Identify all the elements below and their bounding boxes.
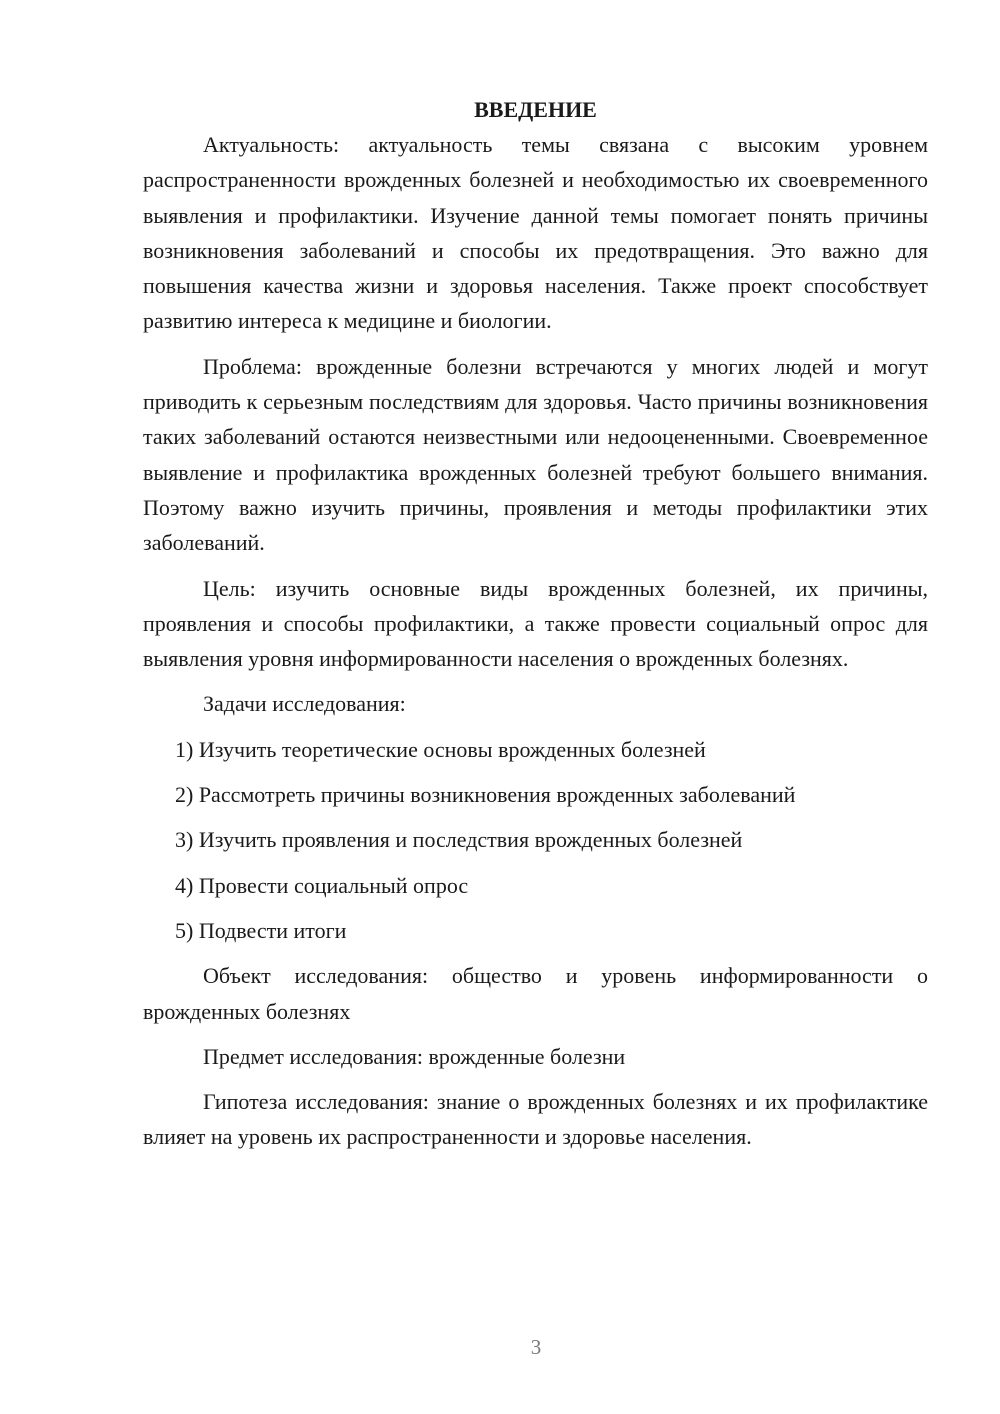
task-item-1: 1) Изучить теоретические основы врожденных болезней bbox=[175, 736, 706, 762]
subject-paragraph: Предмет исследования: врожденные болезни bbox=[203, 1043, 626, 1069]
task-item-3: 3) Изучить проявления и последствия врожденных болезней bbox=[175, 827, 743, 853]
task-item-4: 4) Провести социальный опрос bbox=[175, 872, 469, 898]
document-page bbox=[143, 92, 928, 1165]
task-item-2: 2) Рассмотреть причины возникновения врожденных заболеваний bbox=[175, 782, 796, 808]
task-item-5: 5) Подвести итоги bbox=[175, 917, 347, 943]
hypothesis-paragraph: Гипотеза исследования: знание о врожденных болезнях и их профилактике влияет на уровень их распространенности и здоровье населения. bbox=[143, 1089, 928, 1150]
object-paragraph: Объект исследования: общество и уровень информированности о врожденных болезнях bbox=[143, 963, 928, 1024]
relevance-paragraph: Актуальность: актуальность темы связана с высоким уровнем распространенности врожденных болезней и необходимостью их своевременного выявления и профилактики. Изучение данной темы помогает понять причины возникновения заболеваний и способы их предотвращения. Это важно для повышения качества жизни и здоровья населения. Также проект способствует развитию интереса к медицине и биологии. bbox=[143, 132, 928, 334]
page-title: ВВЕДЕНИЕ bbox=[474, 97, 597, 122]
problem-paragraph: Проблема: врожденные болезни встречаются у многих людей и могут приводить к серьезным последствиям для здоровья. Часто причины возникновения таких заболеваний остаются неизвестными или недооцененными. Своевременное выявление и профилактика врожденных болезней требуют большего внимания. Поэтому важно изучить причины, проявления и методы профилактики этих заболеваний. bbox=[143, 353, 928, 556]
tasks-list bbox=[143, 732, 928, 948]
goal-paragraph: Цель: изучить основные виды врожденных болезней, их причины, проявления и способы профилактики, а также провести социальный опрос для выявления уровня информированности населения о врожденных болезнях. bbox=[143, 575, 928, 672]
tasks-heading: Задачи исследования: bbox=[203, 691, 406, 717]
page-number: 3 bbox=[530, 1335, 542, 1359]
